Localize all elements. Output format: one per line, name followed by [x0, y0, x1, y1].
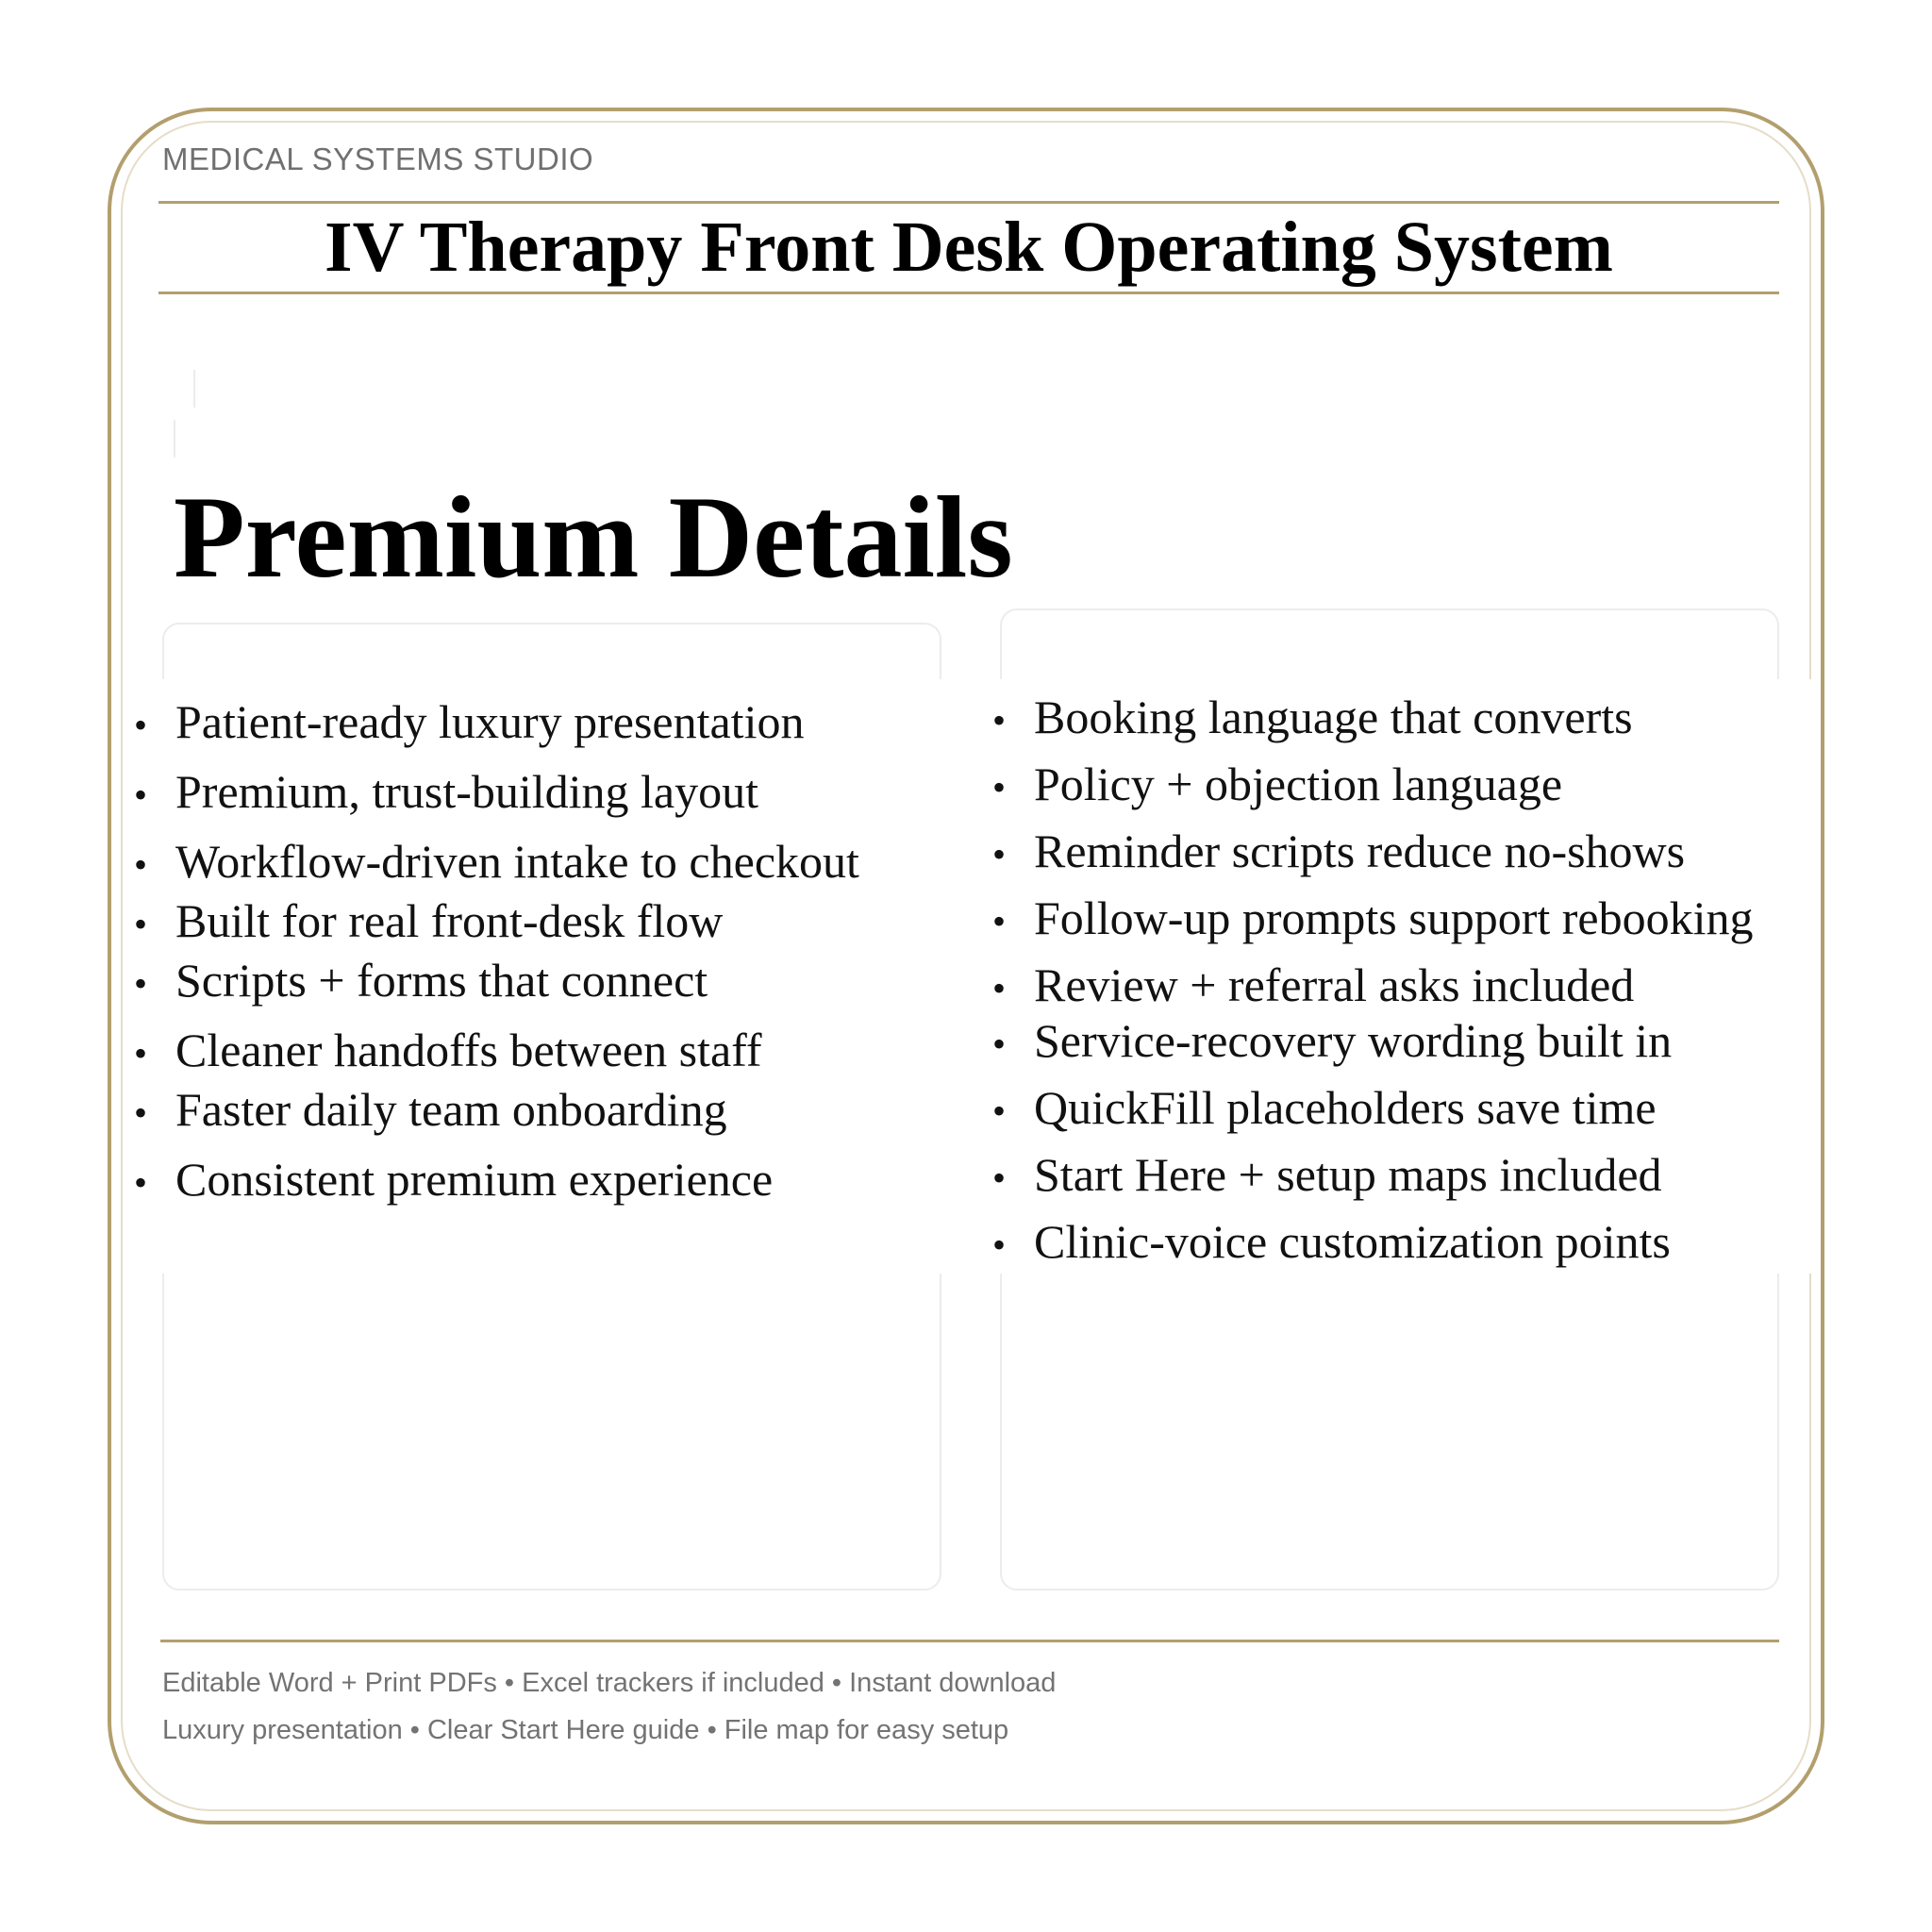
bullet-icon: •	[134, 903, 148, 945]
brand-label: MEDICAL SYSTEMS STUDIO	[162, 142, 594, 176]
list-item: • Service-recovery wording built in	[992, 1012, 1672, 1069]
footer-rule	[160, 1640, 1779, 1642]
bullet-icon: •	[992, 699, 1007, 741]
bullet-icon: •	[134, 843, 148, 886]
bullet-icon: •	[992, 1023, 1007, 1065]
bullet-icon: •	[134, 1091, 148, 1134]
footer-line-2: Luxury presentation • Clear Start Here guide • File map for easy setup	[162, 1715, 1009, 1745]
bullet-icon: •	[992, 1090, 1007, 1132]
bullet-icon: •	[992, 967, 1007, 1009]
footer-line-1: Editable Word + Print PDFs • Excel trackers if included • Instant download	[162, 1668, 1057, 1698]
list-item: • Workflow-driven intake to checkout	[134, 833, 859, 890]
list-item: • Premium, trust-building layout	[134, 763, 758, 820]
ghost-mark	[174, 420, 175, 458]
list-item: • Scripts + forms that connect	[134, 952, 708, 1008]
bullet-icon: •	[992, 1224, 1007, 1266]
list-item: • Start Here + setup maps included	[992, 1146, 1662, 1203]
bullet-icon: •	[134, 774, 148, 816]
bullet-icon: •	[992, 900, 1007, 942]
list-item: • Policy + objection language	[992, 756, 1562, 812]
bullet-icon: •	[992, 1157, 1007, 1199]
list-item: • QuickFill placeholders save time	[992, 1079, 1657, 1136]
list-item: • Reminder scripts reduce no-shows	[992, 823, 1685, 879]
list-item: • Cleaner handoffs between staff	[134, 1022, 762, 1078]
list-item: • Review + referral asks included	[992, 957, 1634, 1013]
ghost-mark	[193, 370, 195, 408]
bullet-icon: •	[134, 1161, 148, 1204]
list-item: • Follow-up prompts support rebooking	[992, 890, 1753, 946]
section-heading: Premium Details	[174, 473, 1013, 602]
title-bottom-rule	[158, 291, 1779, 294]
list-item: • Consistent premium experience	[134, 1151, 773, 1208]
bullet-icon: •	[134, 962, 148, 1005]
bullet-icon: •	[134, 1032, 148, 1074]
list-item: • Booking language that converts	[992, 689, 1633, 745]
list-item: • Built for real front-desk flow	[134, 892, 723, 949]
list-item: • Clinic-voice customization points	[992, 1213, 1671, 1270]
bullet-icon: •	[134, 704, 148, 746]
list-item: • Patient-ready luxury presentation	[134, 693, 804, 750]
page-title: IV Therapy Front Desk Operating System	[325, 208, 1613, 287]
bullet-icon: •	[992, 833, 1007, 875]
list-item: • Faster daily team onboarding	[134, 1081, 727, 1138]
bullet-icon: •	[992, 766, 1007, 808]
